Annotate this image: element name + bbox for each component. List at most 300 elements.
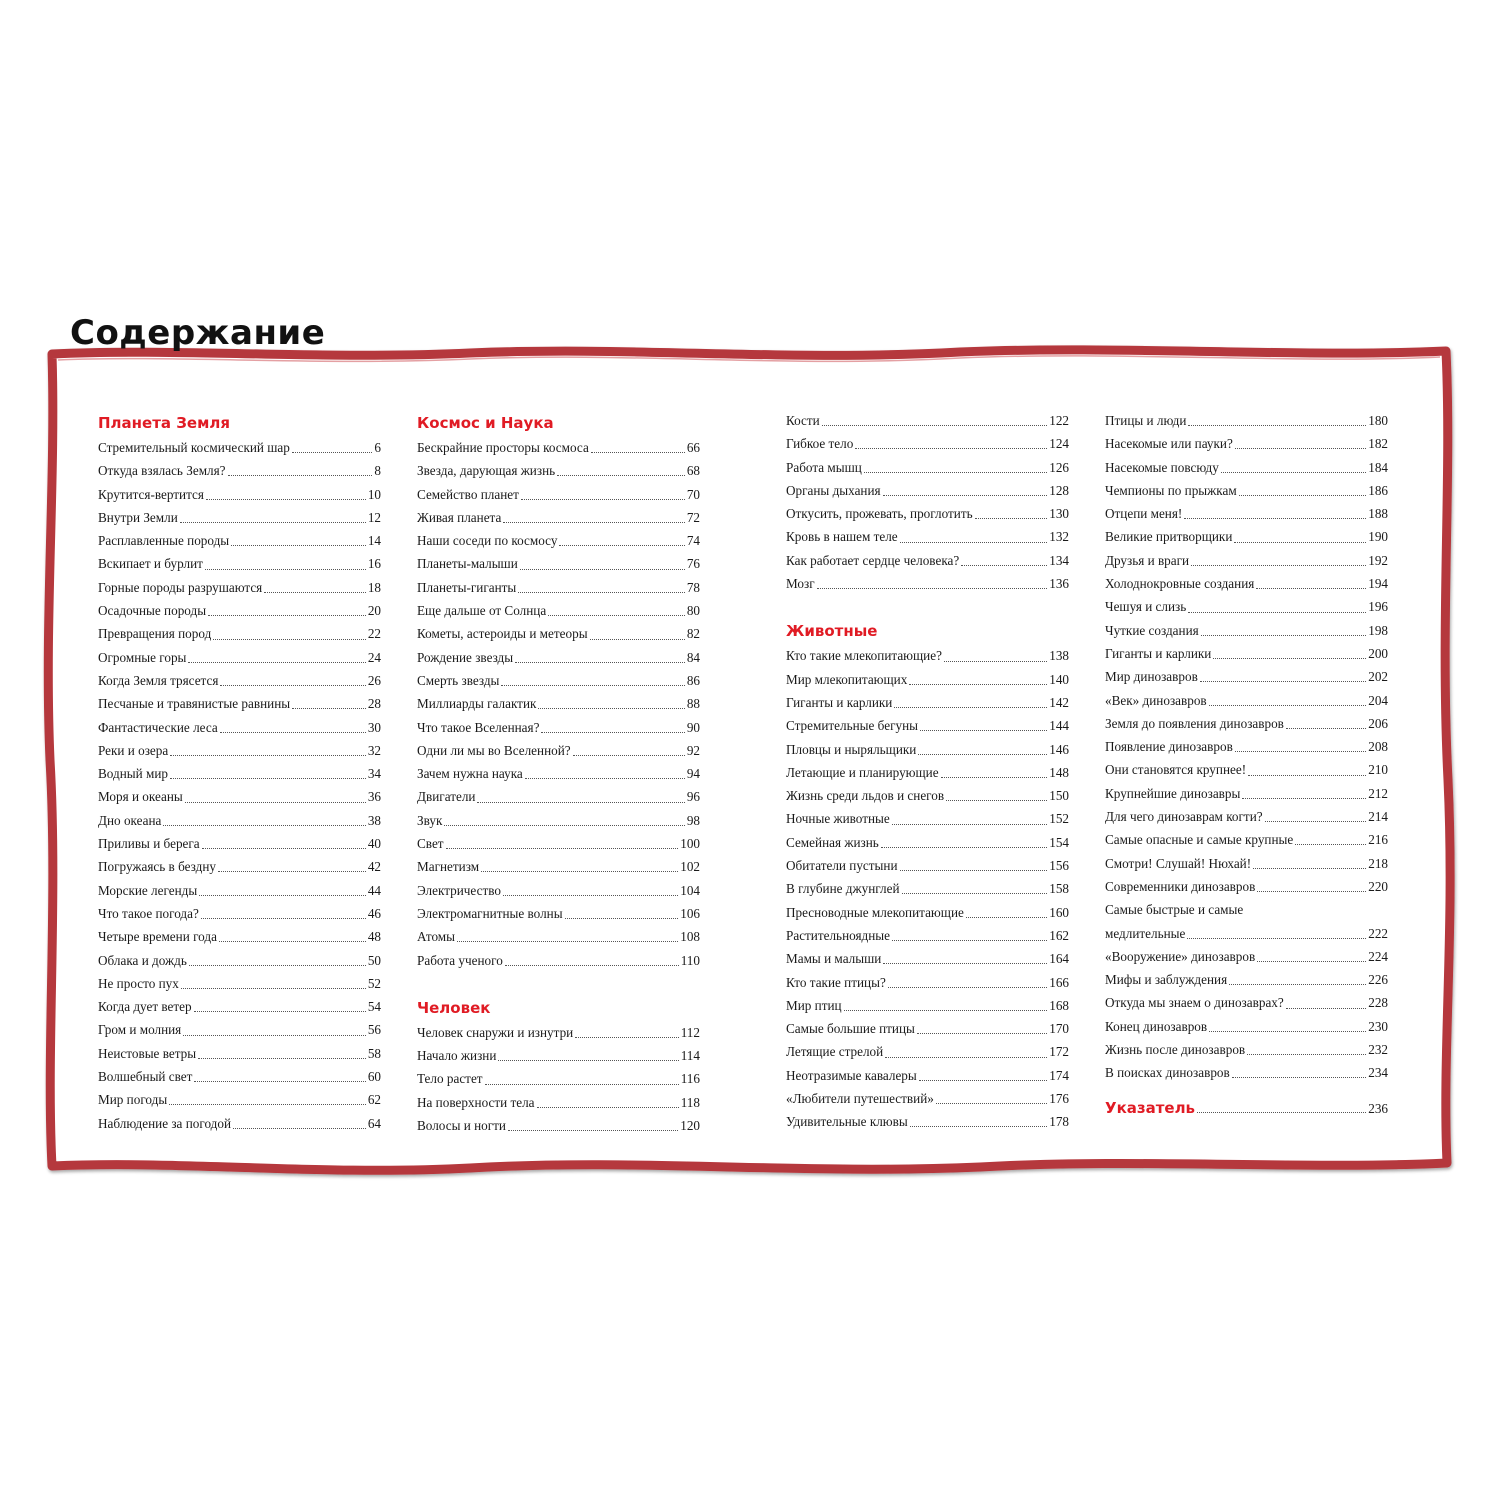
entry-title: Когда Земля трясется — [98, 672, 219, 688]
dot-leader — [864, 472, 1047, 473]
entry-page-number: 18 — [367, 579, 381, 595]
entry-page-number: 38 — [367, 812, 381, 828]
toc-entry[interactable] — [1105, 525, 1388, 548]
dot-leader — [170, 778, 366, 779]
entry-page-number: 60 — [367, 1069, 381, 1085]
entry-title: Двигатели — [417, 789, 476, 805]
toc-entry[interactable] — [786, 456, 1069, 479]
dot-leader — [1242, 798, 1366, 799]
entry-title: Живая планета — [417, 509, 502, 525]
entry-page-number: 26 — [367, 672, 381, 688]
entry-title: Растительноядные — [786, 927, 891, 943]
entry-title: Гиганты и карлики — [786, 694, 893, 710]
toc-entry[interactable] — [786, 432, 1069, 455]
entry-title: Насекомые или пауки? — [1105, 436, 1233, 452]
entry-page-number: 84 — [686, 649, 700, 665]
index-link[interactable] — [1105, 1095, 1388, 1121]
entry-page-number: 102 — [680, 859, 700, 875]
dot-leader — [565, 918, 679, 919]
dot-leader — [515, 662, 685, 663]
toc-entry[interactable] — [417, 902, 700, 925]
entry-title: Магнетизм — [417, 859, 480, 875]
entry-title: Семейство планет — [417, 486, 519, 502]
entry-page-number: 122 — [1049, 413, 1069, 428]
toc-entry[interactable] — [417, 925, 700, 948]
toc-entry[interactable] — [786, 1087, 1069, 1110]
entry-title: Звезда, дарующая жизнь — [417, 463, 556, 479]
toc-entry[interactable] — [1105, 805, 1388, 828]
toc-entry[interactable] — [1105, 549, 1388, 572]
toc-entry[interactable] — [1105, 735, 1388, 758]
entry-title: Появление динозавров — [1105, 739, 1233, 755]
entry-page-number: 152 — [1049, 811, 1069, 827]
toc-entry[interactable] — [1105, 758, 1388, 781]
dot-leader — [946, 800, 1047, 801]
dot-leader — [521, 499, 685, 500]
toc-entry[interactable] — [417, 669, 700, 692]
toc-entry[interactable] — [417, 739, 700, 762]
entry-title: Одни ли мы во Вселенной? — [417, 742, 571, 758]
entry-title: Превращения пород — [98, 626, 212, 642]
dot-leader — [883, 963, 1047, 964]
entry-page-number: 196 — [1368, 599, 1388, 615]
dot-leader — [1229, 984, 1366, 985]
toc-entry[interactable] — [1105, 828, 1388, 851]
dot-leader — [1188, 425, 1366, 426]
toc-entry[interactable] — [417, 879, 700, 902]
entry-title: Атомы — [417, 929, 456, 945]
entry-title: Самые быстрые и самые — [1105, 902, 1244, 918]
toc-entry[interactable] — [786, 901, 1069, 924]
dot-leader — [202, 848, 366, 849]
entry-page-number: 86 — [686, 672, 700, 688]
entry-page-number: 90 — [686, 719, 700, 735]
entry-title: Кто такие млекопитающие? — [786, 648, 942, 664]
dot-leader — [900, 870, 1048, 871]
entry-page-number: 100 — [680, 836, 700, 852]
toc-entry[interactable] — [417, 552, 700, 575]
toc-entry[interactable] — [786, 831, 1069, 854]
entry-page-number: 188 — [1368, 506, 1388, 522]
toc-entry[interactable] — [417, 949, 700, 972]
toc-entry[interactable] — [98, 762, 381, 785]
entry-page-number: 212 — [1368, 785, 1388, 801]
entry-title: На поверхности тела — [417, 1094, 535, 1110]
entry-title: «Любители путешествий» — [786, 1091, 934, 1107]
entry-page-number: 176 — [1049, 1091, 1069, 1107]
entry-page-number: 132 — [1049, 529, 1069, 545]
entry-title: медлительные — [1105, 925, 1186, 941]
entry-title: Жизнь после динозавров — [1105, 1042, 1246, 1058]
toc-entry[interactable] — [1105, 642, 1388, 665]
toc-entry[interactable] — [786, 714, 1069, 737]
toc-entry[interactable] — [786, 479, 1069, 502]
dot-leader — [185, 802, 366, 803]
entry-title: Морские легенды — [98, 882, 198, 898]
entry-title: Неистовые ветры — [98, 1045, 197, 1061]
toc-entry[interactable] — [417, 599, 700, 622]
toc-entry[interactable] — [1105, 689, 1388, 712]
entry-page-number: 106 — [680, 905, 700, 921]
toc-entry[interactable] — [98, 925, 381, 948]
entry-page-number: 16 — [367, 556, 381, 572]
entry-title: Приливы и берега — [98, 836, 200, 852]
toc-entry[interactable] — [417, 529, 700, 552]
toc-entry[interactable] — [98, 646, 381, 669]
dot-leader — [1201, 635, 1367, 636]
entry-page-number: 96 — [686, 789, 700, 805]
entry-page-number: 64 — [367, 1115, 381, 1131]
entry-page-number: 44 — [367, 882, 381, 898]
dot-leader — [1248, 775, 1366, 776]
dot-leader — [503, 522, 684, 523]
section-heading: Животные — [786, 622, 878, 641]
toc-entry[interactable] — [98, 716, 381, 739]
toc-entry[interactable] — [98, 1065, 381, 1088]
toc-entry[interactable] — [786, 784, 1069, 807]
toc-entry[interactable] — [1105, 898, 1388, 921]
toc-entry[interactable] — [417, 785, 700, 808]
entry-title: Откуда мы знаем о динозаврах? — [1105, 995, 1284, 1011]
toc-entry[interactable] — [786, 409, 1069, 432]
dot-leader — [855, 448, 1047, 449]
entry-title: Гиганты и карлики — [1105, 645, 1212, 661]
toc-entry[interactable] — [786, 738, 1069, 761]
toc-entry[interactable] — [98, 483, 381, 506]
entry-title: Гром и молния — [98, 1022, 182, 1038]
dot-leader — [909, 684, 1047, 685]
toc-entry[interactable] — [98, 669, 381, 692]
section-heading: Человек — [417, 998, 491, 1017]
toc-entry[interactable] — [1105, 712, 1388, 735]
toc-entry[interactable] — [417, 483, 700, 506]
toc-entry[interactable] — [417, 622, 700, 645]
entry-title: В глубине джунглей — [786, 881, 900, 897]
toc-entry[interactable] — [417, 1044, 700, 1067]
entry-page-number: 214 — [1368, 809, 1388, 825]
dot-leader — [1295, 844, 1366, 845]
entry-title: Облака и дождь — [98, 952, 187, 968]
dot-leader — [822, 425, 1047, 426]
toc-entry[interactable] — [786, 549, 1069, 572]
toc-entry[interactable] — [98, 902, 381, 925]
dot-leader — [183, 1035, 366, 1036]
dot-leader — [1239, 495, 1367, 496]
toc-entry[interactable] — [98, 599, 381, 622]
toc-entry[interactable] — [786, 572, 1069, 595]
toc-entry[interactable] — [417, 506, 700, 529]
toc-entry[interactable] — [98, 576, 381, 599]
toc-entry[interactable] — [786, 924, 1069, 947]
dot-leader — [292, 452, 373, 453]
entry-page-number: 156 — [1049, 858, 1069, 874]
toc-entry[interactable] — [417, 1091, 700, 1114]
entry-title: Электромагнитные волны — [417, 905, 563, 921]
toc-entry[interactable] — [1105, 945, 1388, 968]
entry-title: Гибкое тело — [786, 436, 854, 452]
entry-page-number: 184 — [1368, 459, 1388, 475]
toc-entry[interactable] — [417, 832, 700, 855]
dot-leader — [892, 824, 1047, 825]
entry-page-number: 30 — [367, 719, 381, 735]
entry-page-number: 234 — [1368, 1065, 1388, 1081]
toc-entry[interactable] — [1105, 619, 1388, 642]
entry-title: Четыре времени года — [98, 929, 217, 945]
entry-title: Жизнь среди льдов и снегов — [786, 788, 945, 804]
entry-title: Когда дует ветер — [98, 999, 192, 1015]
entry-title: Друзья и враги — [1105, 552, 1190, 568]
dot-leader — [966, 917, 1047, 918]
dot-leader — [1286, 1008, 1366, 1009]
entry-title: Мир динозавров — [1105, 669, 1198, 685]
dot-leader — [481, 871, 678, 872]
toc-entry[interactable] — [417, 716, 700, 739]
toc-entry[interactable] — [1105, 479, 1388, 502]
toc-entry[interactable] — [98, 739, 381, 762]
entry-title: Конец динозавров — [1105, 1018, 1208, 1034]
toc-entry[interactable] — [786, 994, 1069, 1017]
dot-leader — [917, 1033, 1047, 1034]
dot-leader — [881, 847, 1047, 848]
toc-entry[interactable] — [1105, 782, 1388, 805]
toc-column-4 — [1105, 409, 1388, 1121]
toc-entry[interactable] — [786, 668, 1069, 691]
toc-entry[interactable] — [1105, 991, 1388, 1014]
entry-title: Тело растет — [417, 1071, 483, 1087]
toc-entry[interactable] — [1105, 665, 1388, 688]
toc-entry[interactable] — [1105, 595, 1388, 618]
entry-title: Наблюдение за погодой — [98, 1115, 232, 1131]
entry-page-number: 108 — [680, 929, 700, 945]
entry-title: Пресноводные млекопитающие — [786, 904, 964, 920]
entry-title: Чуткие создания — [1105, 622, 1199, 638]
toc-entry[interactable] — [98, 832, 381, 855]
toc-entry[interactable] — [98, 552, 381, 575]
toc-entry[interactable] — [417, 1114, 700, 1137]
entry-page-number: 230 — [1368, 1018, 1388, 1034]
toc-entry[interactable] — [786, 644, 1069, 667]
index-page-number: 236 — [1368, 1100, 1388, 1116]
entry-page-number: 70 — [686, 486, 700, 502]
entry-title: Обитатели пустыни — [786, 858, 898, 874]
entry-page-number: 206 — [1368, 715, 1388, 731]
entry-title: Смерть звезды — [417, 672, 500, 688]
toc-entry[interactable] — [1105, 1038, 1388, 1061]
toc-entry[interactable] — [98, 692, 381, 715]
entry-page-number: 126 — [1049, 459, 1069, 475]
entry-title: Огромные горы — [98, 649, 187, 665]
entry-page-number: 116 — [680, 1071, 700, 1087]
toc-entry[interactable] — [98, 459, 381, 482]
dot-leader — [559, 545, 684, 546]
entry-page-number: 58 — [367, 1045, 381, 1061]
entry-page-number: 128 — [1049, 482, 1069, 498]
toc-entry[interactable] — [98, 1018, 381, 1041]
toc-entry[interactable] — [1105, 572, 1388, 595]
entry-page-number: 56 — [367, 1022, 381, 1038]
entry-title: Волшебный свет — [98, 1069, 193, 1085]
dot-leader — [892, 940, 1047, 941]
entry-page-number: 72 — [686, 509, 700, 525]
toc-entry[interactable] — [786, 502, 1069, 525]
toc-entry[interactable] — [1105, 432, 1388, 455]
toc-entry[interactable] — [1105, 409, 1388, 432]
dot-leader — [919, 1080, 1047, 1081]
toc-entry[interactable] — [1105, 456, 1388, 479]
entry-title: Мозг — [786, 576, 815, 592]
dot-leader — [1286, 728, 1366, 729]
toc-entry[interactable] — [1105, 922, 1388, 945]
toc-column-2 — [417, 409, 700, 1137]
toc-entry[interactable] — [417, 576, 700, 599]
entry-page-number: 62 — [367, 1092, 381, 1108]
toc-entry[interactable] — [417, 436, 700, 459]
entry-title: Насекомые повсюду — [1105, 459, 1219, 475]
toc-entry[interactable] — [98, 855, 381, 878]
dot-leader — [503, 895, 678, 896]
dot-leader — [1265, 821, 1367, 822]
toc-entry[interactable] — [786, 691, 1069, 714]
toc-entry[interactable] — [1105, 502, 1388, 525]
entry-title: Звук — [417, 812, 443, 828]
toc-entry[interactable] — [98, 1042, 381, 1065]
dot-leader — [231, 545, 366, 546]
entry-title: Осадочные породы — [98, 603, 207, 619]
entry-title: Миллиарды галактик — [417, 696, 537, 712]
toc-entry[interactable] — [1105, 875, 1388, 898]
toc-entry[interactable] — [98, 1112, 381, 1135]
toc-entry[interactable] — [417, 809, 700, 832]
toc-entry[interactable] — [1105, 852, 1388, 875]
entry-page-number: 74 — [686, 533, 700, 549]
entry-page-number: 226 — [1368, 972, 1388, 988]
dot-leader — [573, 755, 685, 756]
entry-title: Моря и океаны — [98, 789, 183, 805]
toc-entry[interactable] — [417, 646, 700, 669]
dot-leader — [218, 871, 366, 872]
toc-entry[interactable] — [98, 879, 381, 902]
toc-entry[interactable] — [98, 436, 381, 459]
toc-entry[interactable] — [786, 971, 1069, 994]
toc-entry[interactable] — [786, 877, 1069, 900]
toc-entry[interactable] — [98, 809, 381, 832]
dot-leader — [198, 1058, 366, 1059]
entry-title: Неотразимые кавалеры — [786, 1067, 917, 1083]
entry-page-number: 20 — [367, 603, 381, 619]
entry-page-number: 208 — [1368, 739, 1388, 755]
toc-entry[interactable] — [786, 1017, 1069, 1040]
toc-entry[interactable] — [786, 1040, 1069, 1063]
toc-entry[interactable] — [98, 1088, 381, 1111]
dot-leader — [498, 1060, 678, 1061]
entry-title: Как работает сердце человека? — [786, 552, 960, 568]
entry-title: Крупнейшие динозавры — [1105, 785, 1241, 801]
entry-title: Откусить, прожевать, проглотить — [786, 506, 973, 522]
entry-page-number: 10 — [367, 486, 381, 502]
entry-title: Удивительные клювы — [786, 1114, 908, 1130]
entry-title: Пловцы и ныряльщики — [786, 741, 917, 757]
toc-column-1 — [98, 409, 381, 1135]
entry-page-number: 120 — [680, 1118, 700, 1134]
toc-entry[interactable] — [417, 1021, 700, 1044]
entry-page-number: 104 — [680, 882, 700, 898]
entry-title: Планеты-малыши — [417, 556, 518, 572]
entry-title: Расплавленные породы — [98, 533, 230, 549]
toc-entry[interactable] — [786, 761, 1069, 784]
toc-entry[interactable] — [98, 972, 381, 995]
entry-title: Современники динозавров — [1105, 878, 1256, 894]
toc-entry[interactable] — [1105, 1061, 1388, 1084]
dot-leader — [525, 778, 685, 779]
dot-leader — [590, 639, 685, 640]
entry-page-number: 204 — [1368, 692, 1388, 708]
toc-entry[interactable] — [786, 854, 1069, 877]
entry-page-number: 216 — [1368, 832, 1388, 848]
entry-title: Реки и озера — [98, 742, 169, 758]
toc-entry[interactable] — [98, 622, 381, 645]
toc-entry[interactable] — [98, 785, 381, 808]
dot-leader — [264, 592, 366, 593]
entry-title: Фантастические леса — [98, 719, 218, 735]
entry-page-number: 218 — [1368, 855, 1388, 871]
entry-title: Мир млекопитающих — [786, 671, 908, 687]
toc-entry[interactable] — [786, 1064, 1069, 1087]
toc-entry[interactable] — [417, 1067, 700, 1090]
toc-entry[interactable] — [98, 995, 381, 1018]
entry-title: Погружаясь в бездну — [98, 859, 216, 875]
entry-title: Человек снаружи и изнутри — [417, 1024, 574, 1040]
entry-page-number: 48 — [367, 929, 381, 945]
toc-entry[interactable] — [786, 1110, 1069, 1133]
dot-leader — [201, 918, 366, 919]
entry-page-number: 118 — [680, 1094, 700, 1110]
toc-entry[interactable] — [98, 529, 381, 552]
dot-leader — [1221, 472, 1366, 473]
toc-entry[interactable] — [1105, 968, 1388, 991]
entry-title: Самые опасные и самые крупные — [1105, 832, 1294, 848]
toc-entry[interactable] — [786, 807, 1069, 830]
entry-page-number: 172 — [1049, 1044, 1069, 1060]
entry-page-number: 14 — [367, 533, 381, 549]
entry-title: Органы дыхания — [786, 482, 881, 498]
dot-leader — [228, 475, 373, 476]
entry-title: Зачем нужна наука — [417, 766, 523, 782]
toc-entry[interactable] — [417, 855, 700, 878]
entry-title: Наши соседи по космосу — [417, 533, 558, 549]
entry-title: Мифы и заблуждения — [1105, 972, 1228, 988]
entry-title: Песчаные и травянистые равнины — [98, 696, 291, 712]
entry-page-number: 32 — [367, 742, 381, 758]
entry-title: Не просто пух — [98, 975, 179, 991]
dot-leader — [885, 1057, 1047, 1058]
dot-leader — [485, 1084, 679, 1085]
toc-entry[interactable] — [786, 947, 1069, 970]
toc-entry[interactable] — [1105, 1015, 1388, 1038]
toc-entry[interactable] — [98, 949, 381, 972]
toc-entry[interactable] — [417, 459, 700, 482]
entry-page-number: 178 — [1049, 1114, 1069, 1130]
entry-page-number: 166 — [1049, 974, 1069, 990]
entry-page-number: 76 — [686, 556, 700, 572]
toc-entry[interactable] — [417, 692, 700, 715]
toc-entry[interactable] — [98, 506, 381, 529]
dot-leader — [220, 685, 365, 686]
dot-leader — [1187, 938, 1366, 939]
entry-page-number: 170 — [1049, 1021, 1069, 1037]
toc-entry[interactable] — [417, 762, 700, 785]
entry-page-number: 150 — [1049, 788, 1069, 804]
toc-entry[interactable] — [786, 525, 1069, 548]
